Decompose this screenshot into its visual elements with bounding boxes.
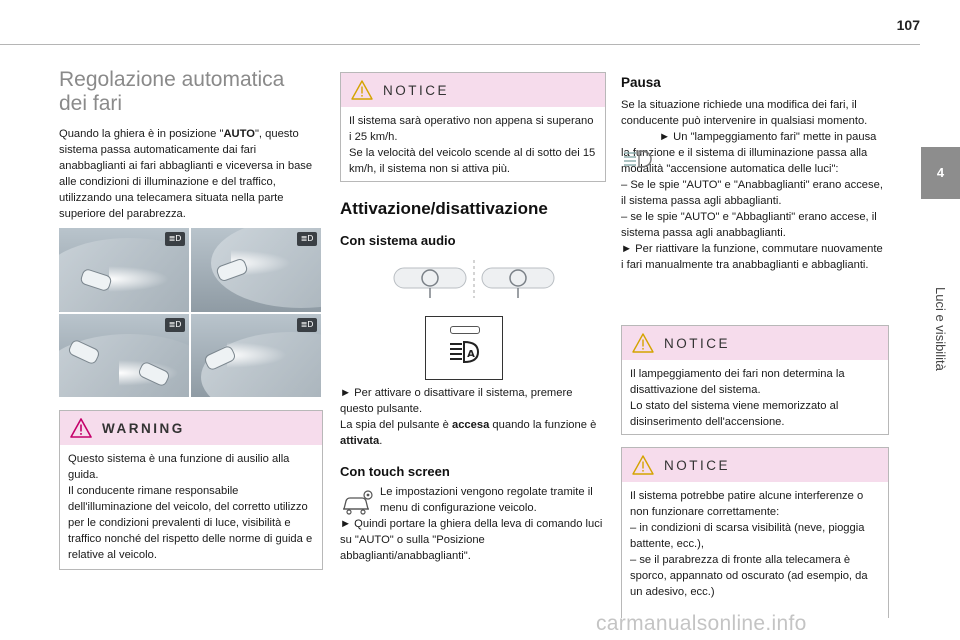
warning-triangle-icon <box>70 418 92 438</box>
audio-step-2 <box>340 417 604 449</box>
notice-triangle-icon <box>351 80 373 100</box>
pause-paragraph-3: – Se le spie "AUTO" e "Anabbaglianti" erano accese, il sistema passa agli abbaglianti. <box>621 179 883 207</box>
notice-header <box>622 326 888 360</box>
notice-triangle-icon <box>632 333 654 353</box>
notice-header <box>622 448 888 482</box>
audio-step-2-bold-1: accesa <box>451 419 490 431</box>
warning-line-1: Questo sistema è una funzione di ausilio alla guida. <box>68 453 290 481</box>
pause-paragraph-1: Se la situazione richiede una modifica dei fari, il conducente può intervenire in qualsiasi momento. <box>621 99 868 127</box>
notice-box-speed <box>340 72 606 182</box>
chapter-tab[interactable]: 4 <box>921 147 960 199</box>
audio-subtitle: Con sistema audio <box>340 233 456 248</box>
top-divider <box>0 44 920 45</box>
headlight-badge-icon: ≣D <box>165 318 185 332</box>
notice-triangle-icon <box>632 455 654 475</box>
steering-control-icon <box>392 258 556 300</box>
headlight-badge-icon: ≣D <box>297 318 317 332</box>
notice-header <box>341 73 605 107</box>
touch-subtitle: Con touch screen <box>340 464 450 479</box>
pause-paragraph-4: – se le spie "AUTO" e "Abbaglianti" erano accese, il sistema passa agli anabbaglianti. <box>621 211 877 239</box>
notice-heading: NOTICE <box>664 335 731 351</box>
section-title: Attivazione/disattivazione <box>340 199 548 218</box>
audio-step-1: ► Per attivare o disattivare il sistema, premere questo pulsante. <box>340 387 573 415</box>
warning-box <box>59 410 323 570</box>
pause-title: Pausa <box>621 75 661 90</box>
audio-instructions <box>340 385 604 481</box>
page-title <box>59 68 321 116</box>
touch-text-1-wrap <box>380 484 604 516</box>
pause-paragraph-2: ► Un "lampeggiamento fari" mette in pausa la funzione e il sistema di illuminazione passa alla modalità "accensione automatica delle luci": <box>621 131 877 175</box>
warning-header <box>60 411 322 445</box>
headlight-flash-icon <box>621 147 655 171</box>
notice-interference-line-1: Il sistema potrebbe patire alcune interferenze o non funzionare correttamente: <box>630 490 864 518</box>
warning-heading: WARNING <box>102 420 185 436</box>
touch-text-2-wrap <box>340 516 604 564</box>
button-indicator-light <box>450 326 480 334</box>
notice-heading: NOTICE <box>383 82 450 98</box>
touch-step-2: ► Quindi portare la ghiera della leva di comando luci su "AUTO" o sulla "Posizione abbaglianti/anabbaglianti". <box>340 518 603 562</box>
illustration-1 <box>59 228 189 312</box>
notice-line-2: Se la velocità del veicolo scende al di sotto dei 15 km/h, il sistema non si attiva più. <box>349 147 596 175</box>
notice-box-interference <box>621 447 889 618</box>
pause-section <box>621 74 887 273</box>
chapter-label: Luci e visibilità <box>933 287 948 371</box>
audio-step-2-pre: La spia del pulsante è <box>340 419 452 431</box>
title-line-1: Regolazione automatica <box>59 68 285 91</box>
watermark: carmanualsonline.info <box>596 612 807 635</box>
touch-step-1: Le impostazioni vengono regolate tramite il menu di configurazione veicolo. <box>380 486 593 514</box>
headlight-illustrations <box>59 228 321 397</box>
column-1 <box>59 68 321 222</box>
notice-flash-line-1: Il lampeggiamento dei fari non determina la disattivazione del sistema. <box>630 368 845 396</box>
intro-text-bold: AUTO <box>223 128 255 140</box>
vehicle-settings-icon <box>340 489 376 517</box>
pause-paragraph-5: ► Per riattivare la funzione, commutare nuovamente i fari manualmente tra anabbaglianti e abbaglianti. <box>621 243 883 271</box>
audio-step-2-post: . <box>379 435 383 447</box>
notice-interference-line-2: – in condizioni di scarsa visibilità (neve, pioggia battente, ecc.), <box>630 522 865 550</box>
audio-step-2-bold-2: attivata <box>340 435 380 447</box>
notice-interference-line-3: – se il parabrezza di fronte alla telecamera è sporco, appannato od oscurato (ad esempio, da un adesivo, ecc.) <box>630 554 868 598</box>
intro-text-pre: Quando la ghiera è in posizione " <box>59 128 224 140</box>
intro-text-post: ", questo sistema passa automaticamente dai fari anabbaglianti ai fari abbaglianti e viceversa in base alle condizioni di illuminazione e del traffico, utilizzando una telecamera situata nella parte superiore del parabrezza. <box>59 128 313 220</box>
audio-step-2-mid: quando la funzione è <box>489 419 597 431</box>
auto-headlight-icon <box>448 339 482 365</box>
notice-line-1: Il sistema sarà operativo non appena si superano i 25 km/h. <box>349 115 594 143</box>
headlight-badge-icon: ≣D <box>297 232 317 246</box>
auto-beam-button[interactable] <box>425 316 503 380</box>
headlight-badge-icon: ≣D <box>165 232 185 246</box>
activation-section <box>340 198 604 250</box>
notice-heading: NOTICE <box>664 457 731 473</box>
notice-box-flash <box>621 325 889 435</box>
illustration-4 <box>191 314 321 398</box>
notice-flash-line-2: Lo stato del sistema viene memorizzato al disinserimento dell'accensione. <box>630 400 839 428</box>
illustration-2 <box>191 228 321 312</box>
illustration-3 <box>59 314 189 398</box>
warning-line-2: Il conducente rimane responsabile dell'illuminazione del veicolo, del corretto utilizzo per le condizioni prevalenti di luce, visibilità e traffico nonché del rispetto delle norme di guida e relative al veicolo. <box>68 485 313 561</box>
page-number: 107 <box>896 17 920 33</box>
intro-paragraph <box>59 126 321 222</box>
svg-text:A: A <box>467 349 475 360</box>
title-line-2: dei fari <box>59 92 123 115</box>
